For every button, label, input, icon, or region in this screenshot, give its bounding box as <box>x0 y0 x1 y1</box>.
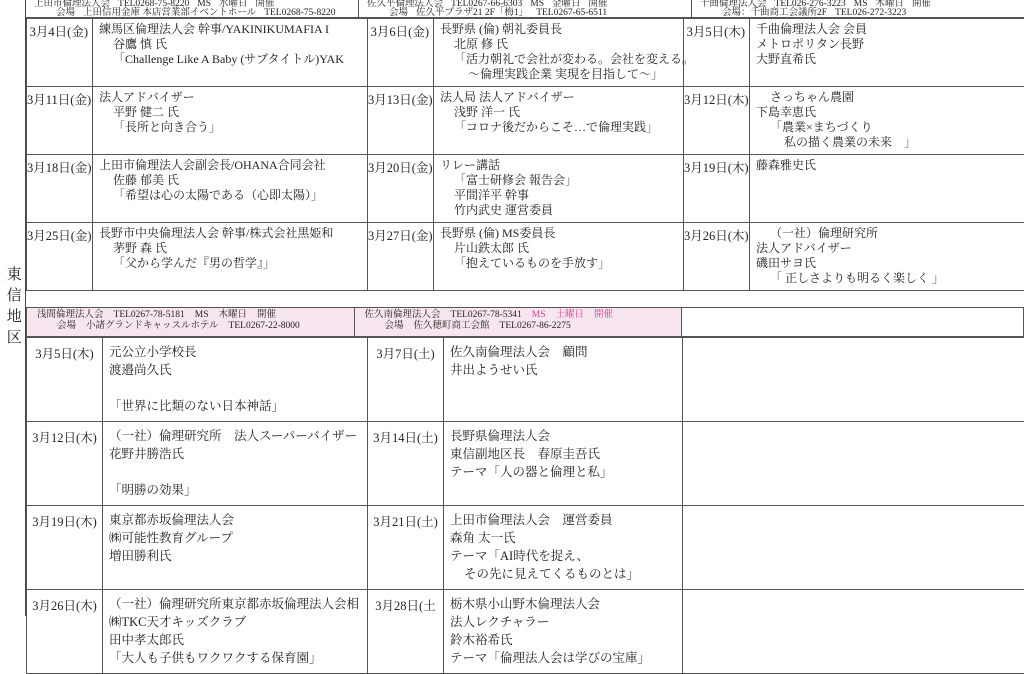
table-row <box>27 19 1024 87</box>
header-asama-venue-label: 会場 <box>57 321 76 332</box>
header-sakuminami-venue-label: 会場 <box>385 321 404 332</box>
header-asama-venue: 小諸グランドキャッスルホテル <box>86 321 219 332</box>
talk-line: 「農業×まちづくり <box>756 120 1020 135</box>
table-row <box>27 87 1024 155</box>
header-asama <box>27 308 354 336</box>
talk-line: 浅野 洋一 氏 <box>440 105 679 120</box>
talk-line: 法人アドバイザー <box>99 90 363 105</box>
talk-line: 井出ようせい氏 <box>450 361 678 379</box>
talk-line: 「明勝の効果」 <box>109 481 363 499</box>
header-chikuma-kaisai: 開催 <box>912 0 931 9</box>
header-ueda <box>26 0 358 17</box>
talk-line: 鈴木裕希氏 <box>450 631 678 649</box>
event-detail <box>103 422 368 506</box>
event-detail <box>93 155 368 223</box>
event-date: 3月11日(金) <box>27 87 93 155</box>
talk-line: 法人アドバイザー <box>756 241 1020 256</box>
event-date: 3月26日(木) <box>684 223 750 291</box>
event-detail <box>444 506 683 590</box>
talk-line: 増田勝利氏 <box>109 547 363 565</box>
event-detail <box>750 19 1024 87</box>
talk-line: テーマ「AI時代を捉え、 <box>450 547 678 565</box>
talk-line: 「大人も子供もワクワクする保育園」 <box>109 649 363 667</box>
talk-line: 「父から学んだ『男の哲学』」 <box>99 256 363 271</box>
header-ueda-day: 水曜日 <box>219 0 248 9</box>
event-detail <box>93 223 368 291</box>
empty-cell <box>683 422 1024 506</box>
talk-line: 私の描く農業の未来 」 <box>756 135 1020 150</box>
event-date: 3月19日(木) <box>684 155 750 223</box>
event-date: 3月13日(金) <box>368 87 434 155</box>
event-detail <box>103 590 368 674</box>
event-date: 3月26日(木) <box>27 590 103 674</box>
header-ueda-tel: TEL0268-75-8220 <box>118 0 189 9</box>
region-spine-label <box>0 0 26 616</box>
talk-line: 「抱えているものを手放す」 <box>440 256 679 271</box>
talk-line <box>109 379 363 397</box>
header-sakudaira-tel: TEL0267-66-6303 <box>451 0 522 9</box>
talk-line: 竹内武史 運営委員 <box>440 203 679 218</box>
talk-line: 長野県 (倫) 朝礼委員長 <box>440 22 679 37</box>
event-detail <box>444 590 683 674</box>
event-date: 3月5日(木) <box>684 19 750 87</box>
upper-schedule-table <box>26 18 1024 291</box>
talk-line: 「富士研修会 報告会」 <box>440 173 679 188</box>
talk-line: 田中孝太郎氏 <box>109 631 363 649</box>
talk-line: 練馬区倫理法人会 幹事/YAKINIKUMAFIA I <box>99 22 363 37</box>
talk-line: 「希望は心の太陽である（心即太陽）」 <box>99 188 363 203</box>
event-detail <box>103 506 368 590</box>
header-chikuma-venue-tel: TEL026-272-3223 <box>835 9 906 17</box>
event-detail <box>434 87 684 155</box>
event-detail <box>93 19 368 87</box>
event-date: 3月7日(土) <box>368 338 444 422</box>
talk-line: テーマ「倫理法人会は学びの宝庫」 <box>450 649 678 667</box>
event-date: 3月18日(金) <box>27 155 93 223</box>
talk-line: さっちゃん農園 <box>756 90 1020 105</box>
header-sakuminami-venue: 佐久穂町商工会館 <box>414 321 490 332</box>
table-row <box>27 506 1024 590</box>
talk-line: 「コロナ後だからこそ…で倫理実践」 <box>440 120 679 135</box>
event-date: 3月27日(金) <box>368 223 434 291</box>
empty-cell <box>683 506 1024 590</box>
talk-line: ～倫理実践企業 実現を目指して～」 <box>440 67 679 82</box>
talk-line: 千曲倫理法人会 会員 <box>756 22 1020 37</box>
header-asama-org: 浅間倫理法人会 <box>37 310 104 321</box>
talk-line: 大野直希氏 <box>756 52 1020 67</box>
header-ueda-kaisai: 開催 <box>256 0 275 9</box>
event-date: 3月19日(木) <box>27 506 103 590</box>
talk-line: 長野市中央倫理法人会 幹事/株式会社黒姫和 <box>99 226 363 241</box>
event-detail <box>103 338 368 422</box>
talk-line: 栃木県小山野木倫理法人会 <box>450 595 678 613</box>
lower-schedule-table <box>26 337 1024 674</box>
empty-cell <box>683 590 1024 674</box>
table-row <box>27 590 1024 674</box>
talk-line: （一社）倫理研究所東京都赤坂倫理法人会相 <box>109 595 363 613</box>
header-sakudaira-day: 金曜日 <box>552 0 581 9</box>
talk-line: リレー講話 <box>440 158 679 173</box>
event-detail <box>444 422 683 506</box>
talk-line: 谷鷹 慎 氏 <box>99 37 363 52</box>
event-date: 3月4日(金) <box>27 19 93 87</box>
talk-line: 東京都赤坂倫理法人会 <box>109 511 363 529</box>
talk-line: 渡邉尚久氏 <box>109 361 363 379</box>
event-date: 3月25日(金) <box>27 223 93 291</box>
event-date: 3月12日(木) <box>684 87 750 155</box>
header-sakudaira-org: 佐久平倫理法人会 <box>367 0 443 9</box>
event-date: 3月12日(木) <box>27 422 103 506</box>
talk-line: （一社）倫理研究所 法人スーパーバイザー <box>109 427 363 445</box>
talk-line: 長野県 (倫) MS委員長 <box>440 226 679 241</box>
event-date: 3月28日(土 <box>368 590 444 674</box>
header-sakudaira-venue-label: 会場 <box>389 9 408 17</box>
talk-line: 上田市倫理法人会 運営委員 <box>450 511 678 529</box>
talk-line: 「 正しさよりも明るく楽しく 」 <box>756 271 1020 286</box>
talk-line: 上田市倫理法人会副会長/OHANA合同会社 <box>99 158 363 173</box>
table-row <box>27 422 1024 506</box>
talk-line: メトロポリタン長野 <box>756 37 1020 52</box>
talk-line: 北原 修 氏 <box>440 37 679 52</box>
header-sakuminami-tel: TEL0267-78-5341 <box>451 310 522 321</box>
header-sakuminami-ms: MS <box>532 310 546 321</box>
talk-line: 法人局 法人アドバイザー <box>440 90 679 105</box>
talk-line: 「世界に比類のない日本神話」 <box>109 397 363 415</box>
event-detail <box>444 338 683 422</box>
header-sakudaira-ms: MS <box>530 0 544 9</box>
header-sakudaira <box>358 0 691 17</box>
talk-line: 長野県倫理法人会 <box>450 427 678 445</box>
header-sakudaira-venue: 佐久平プラザ21 2F「梅1」 <box>416 9 528 17</box>
header-chikuma-org: 千曲倫理法人会 <box>700 0 767 9</box>
event-detail <box>750 155 1024 223</box>
second-header-band <box>26 307 1024 337</box>
talk-line: 「長所と向き合う」 <box>99 120 363 135</box>
talk-line: 「Challenge Like A Baby (サブタイトル)YAK <box>99 52 363 67</box>
event-detail <box>750 87 1024 155</box>
header-asama-ms: MS <box>195 310 209 321</box>
header-sakuminami-kaisai: 開催 <box>594 310 613 321</box>
event-date: 3月6日(金) <box>368 19 434 87</box>
header-asama-kaisai: 開催 <box>257 310 276 321</box>
talk-line: 佐藤 郁美 氏 <box>99 173 363 188</box>
header-chikuma-day: 木曜日 <box>876 0 905 9</box>
header-chikuma-ms: MS <box>854 0 868 9</box>
event-detail <box>434 223 684 291</box>
spine-text: 東信地区 <box>4 266 21 350</box>
talk-line: テーマ「人の器と倫理と私」 <box>450 463 678 481</box>
header-ueda-ms: MS <box>197 0 211 9</box>
header-ueda-venue-tel: TEL0268-75-8220 <box>264 9 335 17</box>
table-row <box>27 338 1024 422</box>
header-chikuma-venue-label: 会場：千曲商工会議所2F <box>722 9 827 17</box>
empty-cell <box>683 338 1024 422</box>
event-detail <box>750 223 1024 291</box>
event-detail <box>434 19 684 87</box>
talk-line: 森角 太一氏 <box>450 529 678 547</box>
header-ueda-org: 上田市倫理法人会 <box>34 0 110 9</box>
header-sakuminami-org: 佐久南倫理法人会 <box>365 310 441 321</box>
table-row <box>27 223 1024 291</box>
talk-line: （一社）倫理研究所 <box>756 226 1020 241</box>
top-header-band <box>26 0 1024 18</box>
header-sakuminami-venue-tel: TEL0267-86-2275 <box>500 321 571 332</box>
talk-line: 東信副地区長 春原圭吾氏 <box>450 445 678 463</box>
event-date: 3月14日(土) <box>368 422 444 506</box>
talk-line: 花野井勝浩氏 <box>109 445 363 463</box>
event-date: 3月5日(木) <box>27 338 103 422</box>
talk-line: ㈱可能性教育グループ <box>109 529 363 547</box>
talk-line: 法人レクチャラー <box>450 613 678 631</box>
header-asama-tel: TEL0267-78-5181 <box>114 310 185 321</box>
talk-line: 下島幸恵氏 <box>756 105 1020 120</box>
talk-line: 「活力朝礼で会社が変わる。会社を変える。 <box>440 52 679 67</box>
event-date: 3月20日(金) <box>368 155 434 223</box>
header-ueda-venue-label: 会場 <box>56 9 75 17</box>
header-sakuminami-day: 土曜日 <box>556 310 585 321</box>
talk-line: 平野 健二 氏 <box>99 105 363 120</box>
talk-line: ㈱TKC天才キッズクラブ <box>109 613 363 631</box>
header-asama-day: 木曜日 <box>219 310 248 321</box>
event-date: 3月21日(土) <box>368 506 444 590</box>
talk-line: 元公立小学校長 <box>109 343 363 361</box>
talk-line: 茅野 森 氏 <box>99 241 363 256</box>
header-empty-right <box>681 308 1023 336</box>
event-detail <box>93 87 368 155</box>
header-ueda-venue: 上田信用金庫 本店営業部イベントホール <box>83 9 256 17</box>
event-detail <box>434 155 684 223</box>
header-chikuma-tel: TEL026-276-3223 <box>775 0 846 9</box>
talk-line: 平間洋平 幹事 <box>440 188 679 203</box>
talk-line: 藤森雅史氏 <box>756 158 1020 173</box>
talk-line: 磯田サヨ氏 <box>756 256 1020 271</box>
talk-line: その先に見えてくるものとは」 <box>450 565 678 583</box>
header-asama-venue-tel: TEL0267-22-8000 <box>229 321 300 332</box>
talk-line: 片山鉄太郎 氏 <box>440 241 679 256</box>
talk-line <box>109 463 363 481</box>
header-sakuminami <box>354 308 682 336</box>
header-sakudaira-venue-tel: TEL0267-65-6511 <box>536 9 607 17</box>
talk-line: 佐久南倫理法人会 顧問 <box>450 343 678 361</box>
table-row <box>27 155 1024 223</box>
header-chikuma <box>691 0 1024 17</box>
header-sakudaira-kaisai: 開催 <box>589 0 608 9</box>
